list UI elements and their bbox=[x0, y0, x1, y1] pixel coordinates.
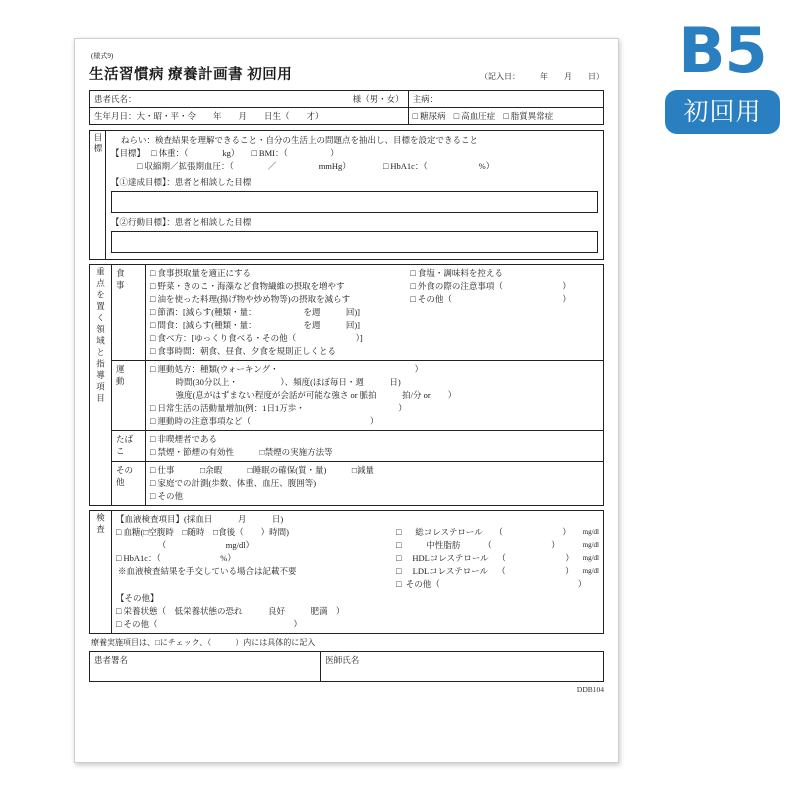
checkbox-blood-glucose[interactable]: □ 血糖(□空腹時 □随時 □食後（ ）時間) bbox=[116, 526, 396, 539]
checkbox-diet-salt[interactable]: □ 食塩・調味料を控える bbox=[410, 267, 599, 280]
exam-other-label: その他（ bbox=[405, 579, 440, 589]
exam-other-heading: 【その他】 bbox=[116, 593, 159, 603]
checkbox-ldl[interactable] bbox=[396, 565, 599, 578]
blood-test-heading: 【血液検査項目】(採血日 月 日) bbox=[116, 514, 284, 524]
disease-checkboxes-cell[interactable] bbox=[408, 108, 603, 125]
checkbox-nutrition-status[interactable]: □ 栄養状態（ 低栄養状態の恐れ 良好 肥満 ） bbox=[116, 605, 599, 618]
exercise-duration-row[interactable]: 時間(30分以上・ ）、頻度(ほぼ毎日・週 日) bbox=[150, 377, 401, 387]
blood-glucose-value[interactable]: （ mg/dl） bbox=[128, 540, 255, 550]
disease-label-cell bbox=[408, 91, 603, 108]
focus-other-body bbox=[146, 462, 604, 506]
checkbox-diet-intake[interactable]: □ 食事摂取量を適正にする bbox=[150, 267, 410, 280]
footer-note: 療養実施項目は、□にチェック、（ ）内には具体的に記入 bbox=[91, 638, 316, 647]
patient-header-table bbox=[89, 90, 604, 125]
checkbox-smoking-cessation[interactable]: □ 禁煙・節煙の有効性 □禁煙の実施方法等 bbox=[150, 446, 599, 459]
doctor-name-cell[interactable] bbox=[321, 652, 604, 682]
checkbox-hba1c[interactable]: □ HbA1c：（ %） bbox=[383, 161, 494, 171]
ldl-label: □ LDLコレステロール bbox=[412, 566, 489, 576]
badge-size-label: B5 bbox=[678, 14, 767, 87]
checkbox-other-work[interactable]: □ 仕事 □余暇 □睡眠の確保(質・量) □減量 bbox=[150, 464, 599, 477]
patient-signature-label: 患者署名 bbox=[94, 655, 129, 665]
checkbox-dyslipidemia[interactable]: □ 脂質異常症 bbox=[503, 111, 553, 121]
triglyceride-unit: mg/dl bbox=[582, 541, 599, 549]
checkbox-diet-eatingout[interactable]: □ 外食の際の注意事項（ ） bbox=[410, 280, 599, 293]
triglyceride-value[interactable]: （ ） bbox=[483, 540, 560, 550]
focus-diet-body bbox=[146, 265, 604, 361]
checkbox-nonsmoker[interactable]: □ 非喫煙者である bbox=[150, 433, 599, 446]
doctor-name-label: 医師氏名 bbox=[325, 655, 360, 665]
checkbox-diet-fiber[interactable]: □ 野菜・きのこ・海藻など食物繊維の摂取を増やす bbox=[150, 280, 410, 293]
title-row bbox=[89, 63, 604, 84]
birthdate-label: 生年月日：大・昭・平・令 年 月 日生（ 才） bbox=[94, 111, 324, 121]
signature-table bbox=[89, 651, 604, 682]
ldl-unit: mg/dl bbox=[582, 567, 600, 575]
patient-name-cell[interactable] bbox=[90, 91, 409, 108]
focus-category-diet: 食 事 bbox=[112, 265, 146, 361]
action-goal-label: 【②行動目標】：患者と相談した目標 bbox=[111, 217, 252, 227]
focus-category-tobacco: たばこ bbox=[112, 431, 146, 462]
goal-section-body bbox=[106, 131, 604, 260]
form-document bbox=[74, 38, 619, 763]
checkbox-exam-other[interactable] bbox=[396, 578, 599, 591]
disease-label: 主病： bbox=[412, 94, 439, 104]
achievement-goal-label: 【①達成目標】：患者と相談した目標 bbox=[111, 177, 252, 187]
checkbox-bmi[interactable]: □ BMI：（ ） bbox=[251, 148, 338, 158]
checkbox-diet-alcohol[interactable]: □ 節酒：[減らす(種類・量： を週 回)] bbox=[150, 306, 599, 319]
exam-section-table bbox=[89, 510, 604, 634]
checkbox-diet-oil[interactable]: □ 油を使った料理(揚げ物や炒め物等)の摂取を減らす bbox=[150, 293, 410, 306]
checkbox-weight[interactable]: □ 体重：（ kg） bbox=[151, 148, 239, 158]
hdl-value[interactable]: （ ） bbox=[497, 553, 574, 563]
entry-date-field[interactable]: （記入日： 年 月 日） bbox=[480, 72, 604, 81]
exam-section-body bbox=[112, 511, 604, 634]
achievement-goal-input[interactable] bbox=[111, 191, 598, 213]
badge-variant-label: 初回用 bbox=[665, 90, 780, 134]
exam-other-value[interactable]: ） bbox=[441, 579, 587, 589]
focus-category-other: その他 bbox=[112, 462, 146, 506]
checkbox-diabetes[interactable]: □ 糖尿病 bbox=[413, 111, 446, 121]
focus-tobacco-body bbox=[146, 431, 604, 462]
checkbox-other-home-measure[interactable]: □ 家庭での計測(歩数、体重、血圧、腹囲等) bbox=[150, 477, 599, 490]
checkbox-exercise-caution[interactable]: □ 運動時の注意事項など（ ） bbox=[150, 415, 599, 428]
goal-head-label: 【目標】 bbox=[111, 148, 146, 158]
action-goal-input[interactable] bbox=[111, 231, 598, 253]
checkbox-exercise-daily[interactable]: □ 日常生活の活動量増加(例：1日1万歩・ ） bbox=[150, 402, 599, 415]
exam-section-label: 検査 bbox=[90, 511, 112, 634]
triglyceride-label: □ 中性脂肪 bbox=[426, 540, 461, 550]
hdl-unit: mg/dl bbox=[582, 554, 600, 562]
ldl-value[interactable]: （ ） bbox=[497, 566, 574, 576]
checkbox-hypertension[interactable]: □ 高血圧症 bbox=[454, 111, 495, 121]
exercise-intensity-row[interactable]: 強度(息がはずまない程度が会話が可能な強さ or 脈拍 拍/分 or ） bbox=[150, 390, 457, 400]
goal-bp-row bbox=[111, 160, 598, 173]
checkbox-exam-hba1c[interactable]: □ HbA1c：（ %） bbox=[116, 552, 396, 565]
patient-name-suffix: 様（男・女） bbox=[352, 94, 404, 104]
total-cholesterol-value[interactable]: （ ） bbox=[494, 527, 571, 537]
goal-section-table bbox=[89, 130, 604, 260]
checkbox-nutrition-other[interactable]: □ その他（ ） bbox=[116, 618, 599, 631]
checkbox-triglyceride[interactable] bbox=[396, 539, 599, 552]
goal-aim-text: ねらい：検査結果を理解できること・自分の生活上の問題点を抽出し、目標を設定できること bbox=[121, 135, 479, 145]
patient-name-label: 患者氏名： bbox=[94, 94, 137, 104]
document-code: DDB104 bbox=[576, 685, 604, 694]
goal-section-label: 目標 bbox=[90, 131, 106, 260]
checkbox-exercise-prescription[interactable]: □ 運動処方：種類(ウォーキング・ ） bbox=[150, 363, 599, 376]
hdl-label: □ HDLコレステロール bbox=[412, 553, 489, 563]
form-style-code: (様式9) bbox=[91, 52, 114, 60]
focus-section-label: 重点を置く領域と指導項目 bbox=[90, 265, 112, 506]
blood-result-note: ※血液検査結果を手交している場合は記載不要 bbox=[118, 566, 297, 576]
size-badge bbox=[665, 14, 780, 134]
checkbox-blood-pressure[interactable]: □ 収縮期／拡張期血圧：（ ／ mmHg） bbox=[137, 161, 351, 171]
checkbox-diet-other[interactable]: □ その他（ ） bbox=[410, 293, 599, 306]
checkbox-diet-snack[interactable]: □ 間食：[減らす(種類・量： を週 回)] bbox=[150, 319, 599, 332]
checkbox-diet-mealtime[interactable]: □ 食事時間：朝食、昼食、夕食を規則正しくとる bbox=[150, 345, 599, 358]
checkbox-total-cholesterol[interactable] bbox=[396, 526, 599, 539]
checkbox-hdl[interactable] bbox=[396, 552, 599, 565]
focus-exercise-body bbox=[146, 361, 604, 431]
checkbox-other-misc[interactable]: □ その他 bbox=[150, 490, 599, 503]
total-cholesterol-label: □ 総コレステロール bbox=[415, 527, 483, 537]
total-cholesterol-unit: mg/dl bbox=[582, 528, 599, 536]
focus-section-table bbox=[89, 264, 604, 506]
birthdate-cell[interactable] bbox=[90, 108, 409, 125]
patient-signature-cell[interactable] bbox=[90, 652, 321, 682]
page-title: 生活習慣病 療養計画書 初回用 bbox=[89, 67, 293, 83]
goal-head-row bbox=[111, 147, 598, 160]
focus-category-exercise: 運 動 bbox=[112, 361, 146, 431]
checkbox-diet-howtoeat[interactable]: □ 食べ方：[ゆっくり食べる・その他（ ）] bbox=[150, 332, 599, 345]
